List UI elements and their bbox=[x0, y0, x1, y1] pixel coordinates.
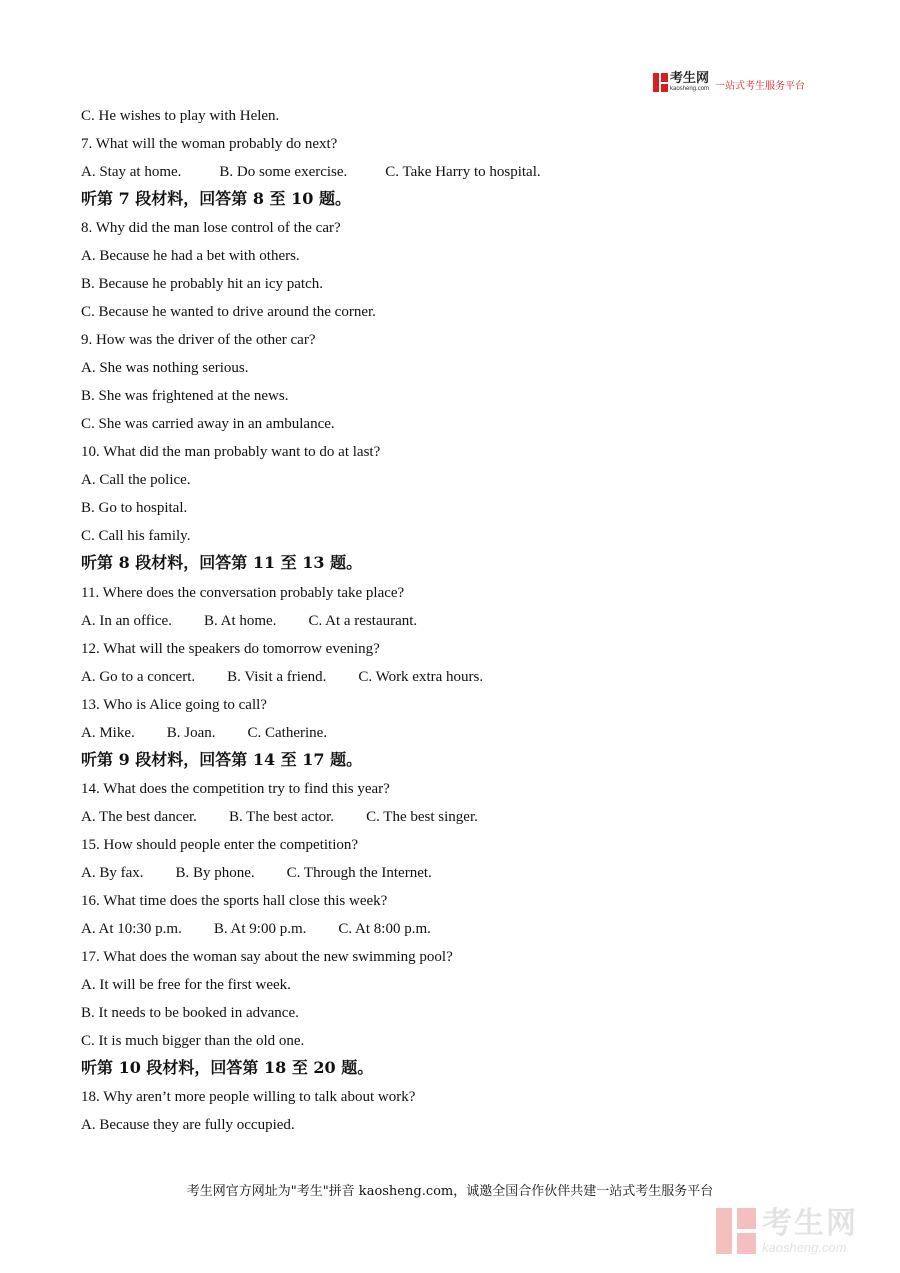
answer-options-row bbox=[81, 668, 483, 686]
answer-option: C. At a restaurant. bbox=[308, 612, 418, 629]
answer-option: B. Visit a friend. bbox=[227, 668, 327, 685]
question-text: 10. What did the man probably want to do at last? bbox=[81, 444, 381, 461]
watermark-logo bbox=[716, 1205, 858, 1255]
question-text: 17. What does the woman say about the new swimming pool? bbox=[81, 948, 453, 965]
answer-option: A. Stay at home. bbox=[81, 164, 182, 181]
answer-option-line: C. He wishes to play with Helen. bbox=[81, 108, 280, 124]
answer-option-line: A. Call the police. bbox=[81, 472, 191, 489]
section-heading: 听第 8 段材料，回答第 11 至 13 题。 bbox=[81, 553, 363, 573]
watermark-mark-icon bbox=[716, 1208, 756, 1254]
header-logo bbox=[653, 72, 805, 92]
answer-options-row bbox=[81, 724, 327, 742]
page-footer: 考生网官方网址为"考生"拼音 kaosheng.com，诚邀全国合作伙伴共建一站式考生服务平台 bbox=[186, 1184, 714, 1199]
answer-option-line: B. She was frightened at the news. bbox=[81, 388, 289, 405]
answer-option-line: A. It will be free for the first week. bbox=[81, 976, 291, 993]
answer-option-line: B. Go to hospital. bbox=[81, 500, 188, 517]
answer-option: C. Through the Internet. bbox=[286, 864, 432, 881]
answer-option: B. Do some exercise. bbox=[219, 164, 348, 181]
watermark-url: kaosheng.com bbox=[762, 1239, 847, 1255]
answer-option-line: C. Call his family. bbox=[81, 528, 191, 545]
answer-option-line: C. It is much bigger than the old one. bbox=[81, 1032, 305, 1049]
question-text: 14. What does the competition try to find this year? bbox=[81, 780, 390, 797]
answer-option: B. At home. bbox=[203, 612, 277, 629]
logo-mark-icon bbox=[653, 73, 668, 92]
answer-option: C. Catherine. bbox=[247, 724, 328, 741]
logo-name: 考生网 bbox=[670, 71, 710, 86]
section-heading: 听第 7 段材料，回答第 8 至 10 题。 bbox=[81, 189, 351, 209]
question-text: 18. Why aren’t more people willing to talk about work? bbox=[81, 1089, 416, 1106]
answer-option: B. The best actor. bbox=[228, 808, 335, 825]
answer-option: A. By fax. bbox=[81, 864, 144, 881]
answer-option: C. Work extra hours. bbox=[358, 668, 484, 685]
question-text: 8. Why did the man lose control of the car? bbox=[81, 220, 341, 237]
answer-option: B. At 9:00 p.m. bbox=[213, 920, 307, 937]
answer-option-line: A. She was nothing serious. bbox=[81, 360, 249, 377]
answer-option-line: C. Because he wanted to drive around the corner. bbox=[81, 304, 376, 321]
answer-option-line: B. Because he probably hit an icy patch. bbox=[81, 276, 324, 293]
answer-option: A. Mike. bbox=[81, 724, 135, 741]
answer-option: C. The best singer. bbox=[366, 808, 478, 825]
logo-text bbox=[670, 72, 709, 92]
section-heading: 听第 9 段材料，回答第 14 至 17 题。 bbox=[81, 749, 363, 769]
answer-options-row bbox=[81, 920, 431, 938]
answer-options-row bbox=[81, 163, 541, 181]
answer-option: A. In an office. bbox=[81, 612, 172, 629]
answer-options-row bbox=[81, 612, 417, 630]
question-text: 11. Where does the conversation probably take place? bbox=[81, 584, 405, 601]
question-text: 15. How should people enter the competition? bbox=[81, 836, 359, 853]
answer-option: B. Joan. bbox=[166, 724, 216, 741]
watermark-text bbox=[762, 1205, 858, 1255]
answer-option-line: C. She was carried away in an ambulance. bbox=[81, 416, 335, 433]
answer-option: A. Go to a concert. bbox=[81, 668, 196, 685]
question-text: 9. How was the driver of the other car? bbox=[81, 332, 316, 349]
answer-option: C. At 8:00 p.m. bbox=[338, 920, 431, 937]
answer-option: C. Take Harry to hospital. bbox=[385, 164, 541, 181]
logo-url: kaosheng.com bbox=[670, 86, 710, 92]
question-text: 7. What will the woman probably do next? bbox=[81, 136, 338, 153]
answer-options-row bbox=[81, 864, 432, 882]
logo-slogan: 一站式考生服务平台 bbox=[715, 80, 806, 92]
answer-option: A. At 10:30 p.m. bbox=[81, 920, 182, 937]
section-heading: 听第 10 段材料，回答第 18 至 20 题。 bbox=[81, 1058, 374, 1078]
question-text: 13. Who is Alice going to call? bbox=[81, 696, 267, 713]
answer-option: A. The best dancer. bbox=[81, 808, 197, 825]
answer-options-row bbox=[81, 808, 478, 826]
watermark-name: 考生网 bbox=[762, 1205, 858, 1241]
answer-option: B. By phone. bbox=[175, 864, 255, 881]
answer-option-line: A. Because they are fully occupied. bbox=[81, 1117, 295, 1134]
question-text: 16. What time does the sports hall close this week? bbox=[81, 892, 388, 909]
answer-option-line: A. Because he had a bet with others. bbox=[81, 248, 300, 265]
question-text: 12. What will the speakers do tomorrow evening? bbox=[81, 640, 380, 657]
answer-option-line: B. It needs to be booked in advance. bbox=[81, 1004, 299, 1021]
